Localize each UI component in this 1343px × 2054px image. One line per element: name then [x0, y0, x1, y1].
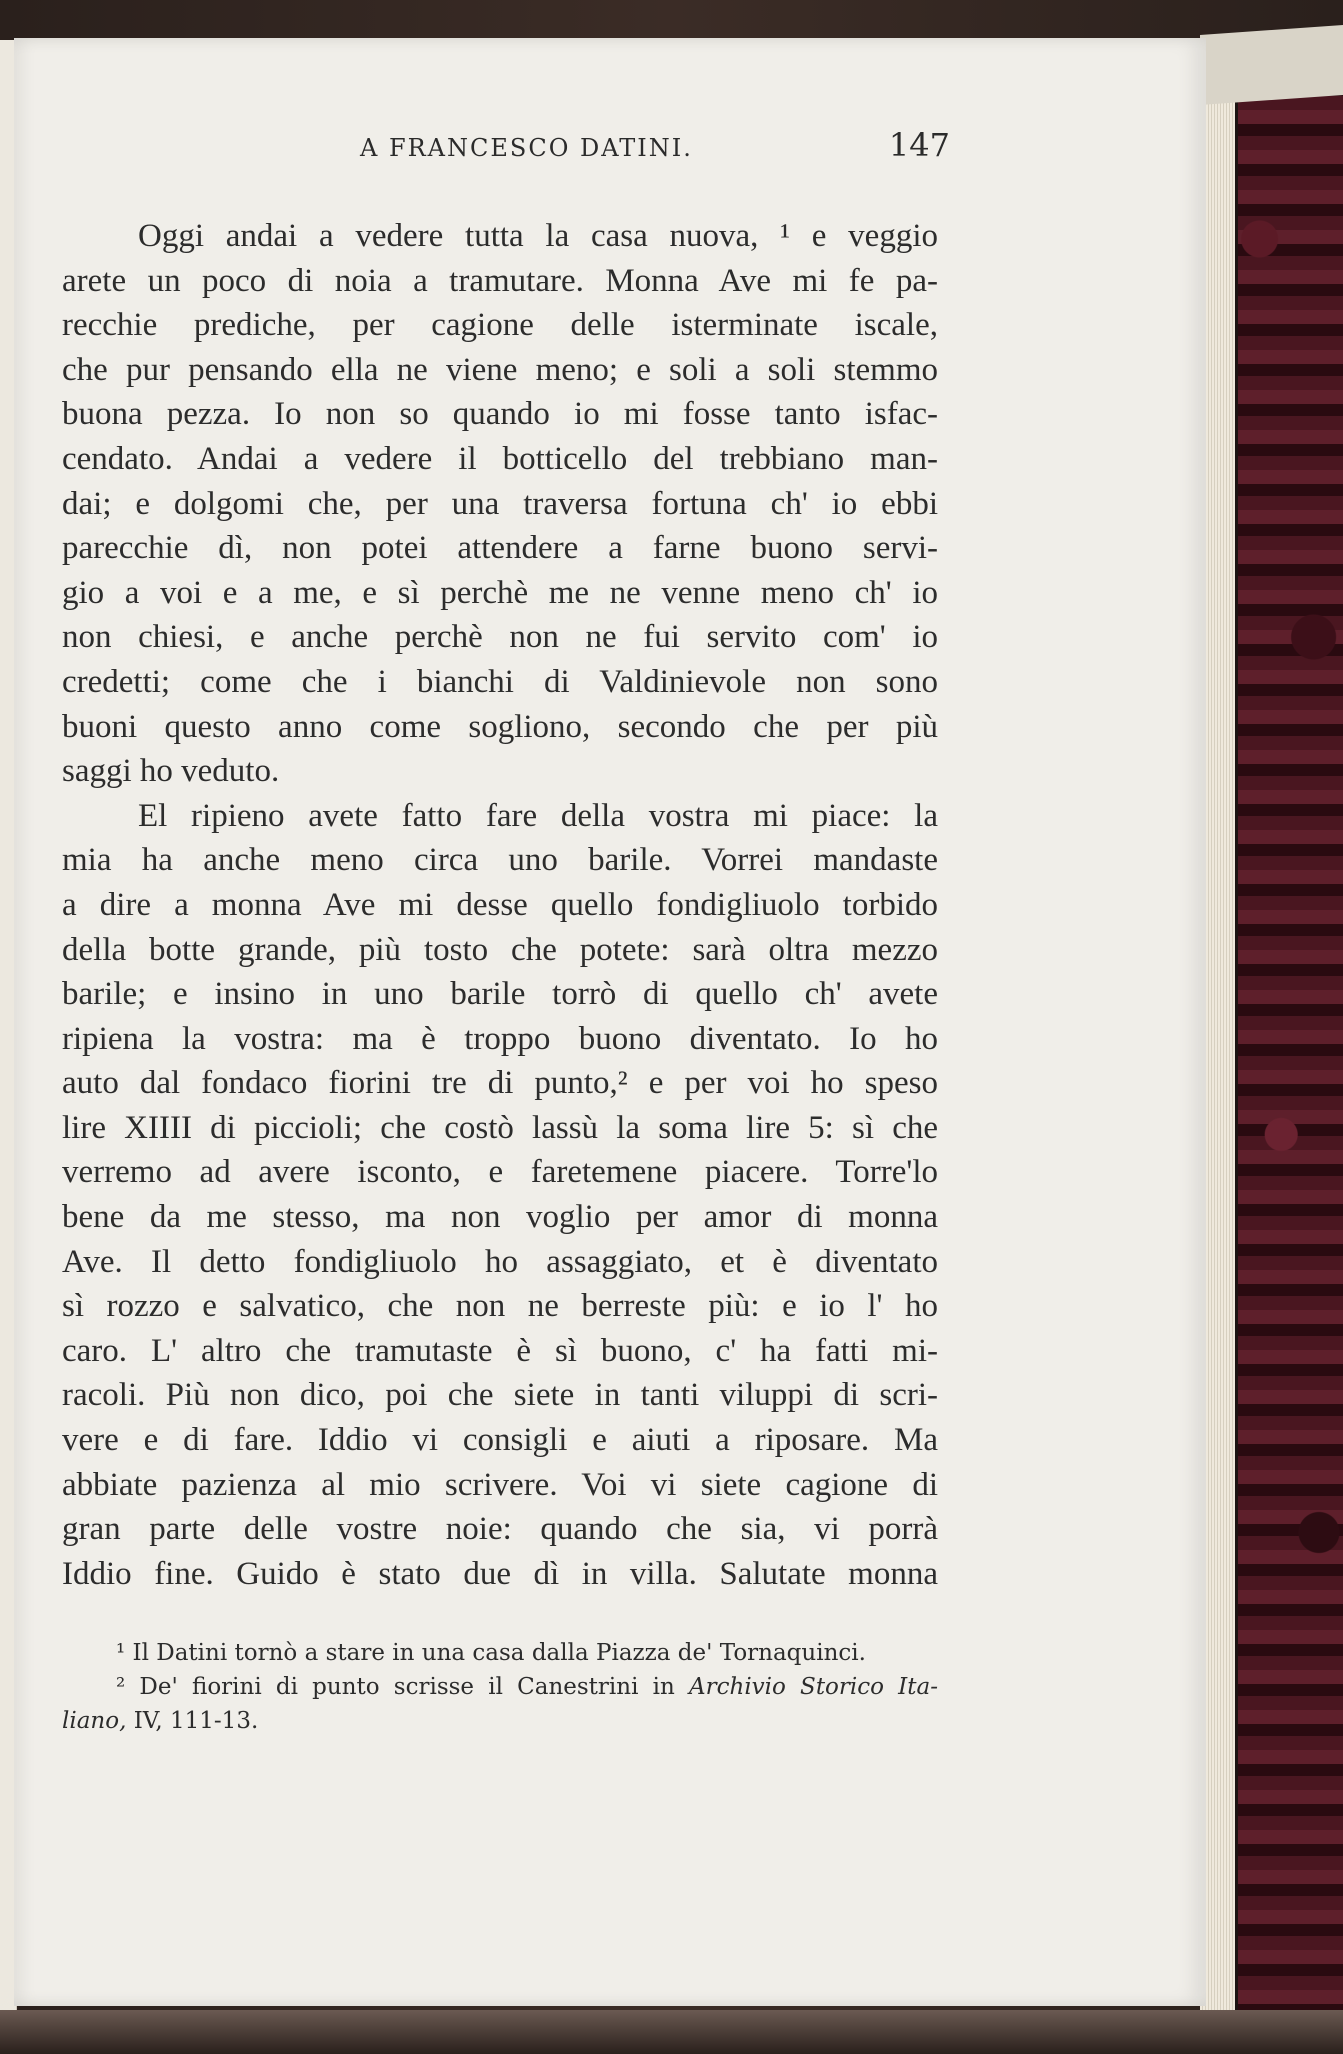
text-line: racoli. Più non dico, poi che siete in tanti viluppi di scri- — [62, 1377, 938, 1414]
running-head — [330, 118, 950, 168]
footnotes — [62, 1636, 938, 1738]
text-line: saggi ho veduto. — [62, 753, 280, 790]
text-line: mia ha anche meno circa uno barile. Vorrei mandaste — [62, 842, 938, 879]
running-title: A FRANCESCO DATINI. — [360, 134, 693, 162]
footnote-2 — [62, 1670, 938, 1704]
footnote-2-tail: IV, 111-13. — [126, 1708, 259, 1734]
footnote-2-italic: Archivio Storico Ita- — [689, 1674, 938, 1700]
text-line: bene da me stesso, ma non voglio per amor di monna — [62, 1199, 938, 1236]
text-line: verremo ad avere isconto, e faretemene piacere. Torre'lo — [62, 1154, 938, 1191]
page-number: 147 — [888, 126, 950, 164]
text-line: El ripieno avete fatto fare della vostra mi piace: la — [138, 797, 938, 834]
text-line: barile; e insino in uno barile torrò di quello ch' avete — [62, 976, 938, 1013]
body-text — [62, 214, 938, 1596]
text-line: che pur pensando ella ne viene meno; e soli a soli stemmo — [62, 351, 938, 388]
text-line: parecchie dì, non potei attendere a farne buono servi- — [62, 530, 938, 567]
text-line: gio a voi e a me, e sì perchè me ne venne meno ch' io — [62, 574, 938, 611]
text-line: gran parte delle vostre noie: quando che sia, vi porrà — [62, 1511, 938, 1548]
footnote-2-continued — [62, 1704, 938, 1738]
text-line: lire XIIII di piccioli; che costò lassù la soma lire 5: sì che — [62, 1109, 938, 1146]
footnote-2-text: ² De' fiorini di punto scrisse il Canestrini in — [116, 1674, 690, 1700]
text-line: ripiena la vostra: ma è troppo buono diventato. Io ho — [62, 1020, 938, 1057]
text-line: abbiate pazienza al mio scrivere. Voi vi siete cagione di — [62, 1466, 938, 1503]
text-line: sì rozzo e salvatico, che non ne berreste più: e io l' ho — [62, 1288, 938, 1325]
footnote-2-italic-cont: liano, — [62, 1708, 127, 1734]
text-line: Oggi andai a vedere tutta la casa nuova, ¹ e veggio — [138, 218, 938, 254]
bottom-cover-edge — [0, 2010, 1343, 2054]
marbled-cover-edge — [1235, 40, 1343, 2030]
footnote-1: ¹ Il Datini tornò a stare in una casa dalla Piazza de' Tornaquinci. — [116, 1640, 866, 1666]
text-line: vere e di fare. Iddio vi consigli e aiuti a riposare. Ma — [62, 1422, 938, 1459]
text-line: Iddio fine. Guido è stato due dì in villa. Salutate monna — [62, 1555, 938, 1592]
text-line: buoni questo anno come sogliono, secondo che per più — [62, 708, 938, 745]
text-line: credetti; come che i bianchi di Valdinievole non sono — [62, 663, 938, 700]
text-line: dai; e dolgomi che, per una traversa fortuna ch' io ebbi — [62, 485, 938, 522]
text-line: auto dal fondaco fiorini tre di punto,² e per voi ho speso — [62, 1065, 938, 1102]
text-line: della botte grande, più tosto che potete: sarà oltra mezzo — [62, 931, 938, 968]
text-line: buona pezza. Io non so quando io mi fosse tanto isfac- — [62, 396, 938, 433]
text-line: a dire a monna Ave mi desse quello fondigliuolo torbido — [62, 886, 938, 923]
text-line: recchie prediche, per cagione delle isterminate iscale, — [62, 307, 938, 344]
cover-corner — [1200, 25, 1343, 105]
text-line: non chiesi, e anche perchè non ne fui servito com' io — [62, 619, 938, 656]
text-line: Ave. Il detto fondigliuolo ho assaggiato, et è diventato — [62, 1243, 938, 1280]
text-line: cendato. Andai a vedere il botticello del trebbiano man- — [62, 440, 938, 477]
text-line: caro. L' altro che tramutaste è sì buono, c' ha fatti mi- — [62, 1332, 938, 1369]
text-line: arete un poco di noia a tramutare. Monna Ave mi fe pa- — [62, 262, 938, 299]
